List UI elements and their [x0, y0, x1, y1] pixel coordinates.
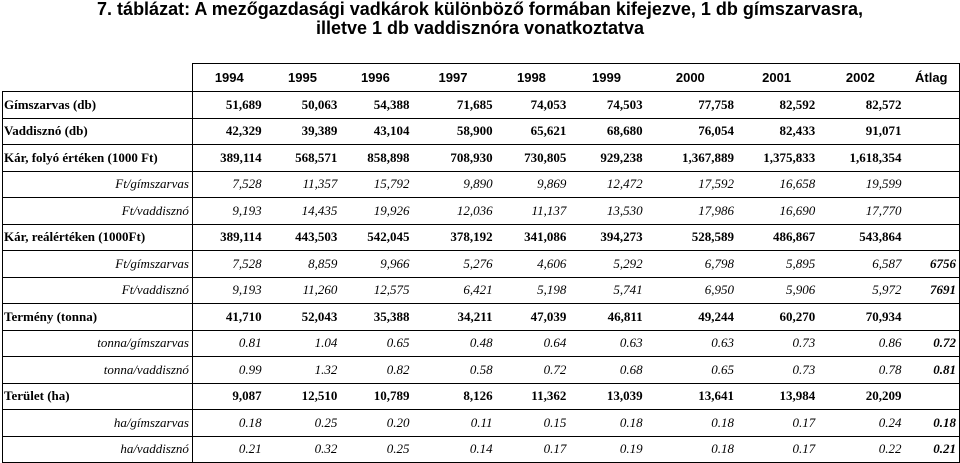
average-cell: [903, 92, 959, 119]
data-cell: 10,789: [339, 383, 411, 410]
data-cell: 0.17: [736, 436, 817, 463]
data-cell: 0.18: [568, 410, 644, 437]
data-cell: 13,039: [568, 383, 644, 410]
row-label: tonna/vaddisznó: [3, 357, 193, 384]
header-year: 2002: [817, 64, 903, 92]
title-line-1: 7. táblázat: A mezőgazdasági vadkárok különböző formában kifejezve, 1 db gímszarvasra,: [97, 0, 863, 19]
data-cell: 12,575: [339, 277, 411, 304]
data-cell: 0.65: [339, 330, 411, 357]
data-cell: 17,770: [817, 198, 903, 225]
data-cell: 41,710: [192, 304, 265, 331]
header-year: 2000: [645, 64, 736, 92]
data-cell: 15,792: [339, 171, 411, 198]
row-label: Terület (ha): [3, 383, 193, 410]
data-cell: 71,685: [411, 92, 494, 119]
average-cell: [903, 224, 959, 251]
row-label: Kár, folyó értéken (1000 Ft): [3, 145, 193, 172]
data-cell: 42,329: [192, 118, 265, 145]
header-corner: [3, 64, 193, 92]
row-label: Ft/gímszarvas: [3, 251, 193, 278]
table-row: [3, 118, 960, 145]
header-year: 1999: [568, 64, 644, 92]
data-cell: 0.24: [817, 410, 903, 437]
average-cell: 0.21: [903, 436, 959, 463]
data-cell: 708,930: [411, 145, 494, 172]
data-cell: 11,362: [495, 383, 569, 410]
row-label: tonna/gímszarvas: [3, 330, 193, 357]
data-cell: 50,063: [266, 92, 340, 119]
table-row: [3, 92, 960, 119]
data-cell: 0.63: [568, 330, 644, 357]
data-cell: 16,658: [736, 171, 817, 198]
data-cell: 5,906: [736, 277, 817, 304]
data-cell: 5,292: [568, 251, 644, 278]
average-cell: 0.81: [903, 357, 959, 384]
data-cell: 43,104: [339, 118, 411, 145]
data-cell: 929,238: [568, 145, 644, 172]
data-cell: 394,273: [568, 224, 644, 251]
data-cell: 378,192: [411, 224, 494, 251]
header-average: Átlag: [903, 64, 959, 92]
average-cell: [903, 118, 959, 145]
average-cell: [903, 145, 959, 172]
data-cell: 5,741: [568, 277, 644, 304]
data-cell: 0.17: [495, 436, 569, 463]
data-cell: 0.14: [411, 436, 494, 463]
data-cell: 0.64: [495, 330, 569, 357]
data-cell: 9,869: [495, 171, 569, 198]
table-row: [3, 304, 960, 331]
data-cell: 51,689: [192, 92, 265, 119]
data-cell: 5,198: [495, 277, 569, 304]
data-cell: 13,530: [568, 198, 644, 225]
data-cell: 70,934: [817, 304, 903, 331]
data-cell: 17,592: [645, 171, 736, 198]
data-cell: 58,900: [411, 118, 494, 145]
average-cell: [903, 383, 959, 410]
average-cell: 0.72: [903, 330, 959, 357]
data-cell: 47,039: [495, 304, 569, 331]
data-cell: 34,211: [411, 304, 494, 331]
data-cell: 9,966: [339, 251, 411, 278]
data-cell: 0.99: [192, 357, 265, 384]
data-cell: 6,421: [411, 277, 494, 304]
data-cell: 8,126: [411, 383, 494, 410]
data-cell: 12,036: [411, 198, 494, 225]
data-cell: 8,859: [266, 251, 340, 278]
row-label: Kár, reálértéken (1000Ft): [3, 224, 193, 251]
data-cell: 76,054: [645, 118, 736, 145]
data-cell: 443,503: [266, 224, 340, 251]
data-table: [2, 63, 960, 463]
table-row: [3, 251, 960, 278]
average-cell: 0.18: [903, 410, 959, 437]
data-cell: 0.22: [817, 436, 903, 463]
data-cell: 1,375,833: [736, 145, 817, 172]
title-line-2: illetve 1 db vaddisznóra vonatkoztatva: [315, 18, 645, 38]
data-cell: 82,572: [817, 92, 903, 119]
row-label: ha/gímszarvas: [3, 410, 193, 437]
data-cell: 0.15: [495, 410, 569, 437]
data-cell: 0.18: [645, 436, 736, 463]
header-year: 1994: [192, 64, 265, 92]
data-cell: 60,270: [736, 304, 817, 331]
data-cell: 4,606: [495, 251, 569, 278]
row-label: Gímszarvas (db): [3, 92, 193, 119]
data-cell: 0.18: [192, 410, 265, 437]
data-cell: 5,972: [817, 277, 903, 304]
data-cell: 730,805: [495, 145, 569, 172]
data-cell: 568,571: [266, 145, 340, 172]
data-cell: 9,193: [192, 277, 265, 304]
data-cell: 0.81: [192, 330, 265, 357]
data-cell: 77,758: [645, 92, 736, 119]
data-cell: 389,114: [192, 145, 265, 172]
data-cell: 0.25: [339, 436, 411, 463]
data-cell: 6,587: [817, 251, 903, 278]
data-cell: 39,389: [266, 118, 340, 145]
table-row: [3, 198, 960, 225]
data-cell: 5,895: [736, 251, 817, 278]
header-year: 1998: [495, 64, 569, 92]
row-label: ha/vaddisznó: [3, 436, 193, 463]
data-cell: 1,618,354: [817, 145, 903, 172]
data-cell: 0.32: [266, 436, 340, 463]
data-cell: 0.73: [736, 330, 817, 357]
data-cell: 11,357: [266, 171, 340, 198]
average-cell: 6756: [903, 251, 959, 278]
data-cell: 9,193: [192, 198, 265, 225]
data-cell: 82,592: [736, 92, 817, 119]
table-row: [3, 224, 960, 251]
data-cell: 0.68: [568, 357, 644, 384]
data-cell: 0.25: [266, 410, 340, 437]
data-cell: 9,087: [192, 383, 265, 410]
data-cell: 16,690: [736, 198, 817, 225]
table-row: [3, 277, 960, 304]
row-label: Ft/vaddisznó: [3, 277, 193, 304]
data-cell: 0.18: [645, 410, 736, 437]
data-cell: 19,599: [817, 171, 903, 198]
data-cell: 7,528: [192, 251, 265, 278]
data-cell: 0.63: [645, 330, 736, 357]
header-year: 1996: [339, 64, 411, 92]
data-cell: 1,367,889: [645, 145, 736, 172]
row-label: Ft/gímszarvas: [3, 171, 193, 198]
data-cell: 1.04: [266, 330, 340, 357]
data-cell: 19,926: [339, 198, 411, 225]
data-cell: 74,053: [495, 92, 569, 119]
data-cell: 46,811: [568, 304, 644, 331]
average-cell: 7691: [903, 277, 959, 304]
data-cell: 0.21: [192, 436, 265, 463]
table-row: [3, 145, 960, 172]
data-cell: 542,045: [339, 224, 411, 251]
data-cell: 11,137: [495, 198, 569, 225]
data-cell: 858,898: [339, 145, 411, 172]
data-cell: 13,641: [645, 383, 736, 410]
data-cell: 0.73: [736, 357, 817, 384]
row-label: Ft/vaddisznó: [3, 198, 193, 225]
row-label: Vaddisznó (db): [3, 118, 193, 145]
data-cell: 7,528: [192, 171, 265, 198]
data-cell: 0.65: [645, 357, 736, 384]
average-cell: [903, 171, 959, 198]
data-cell: 0.86: [817, 330, 903, 357]
data-cell: 49,244: [645, 304, 736, 331]
data-cell: 0.19: [568, 436, 644, 463]
header-row: [3, 64, 960, 92]
average-cell: [903, 198, 959, 225]
data-cell: 91,071: [817, 118, 903, 145]
data-cell: 528,589: [645, 224, 736, 251]
data-cell: 20,209: [817, 383, 903, 410]
data-cell: 13,984: [736, 383, 817, 410]
data-cell: 0.58: [411, 357, 494, 384]
table-row: [3, 171, 960, 198]
data-cell: 6,798: [645, 251, 736, 278]
header-year: 1995: [266, 64, 340, 92]
data-cell: 543,864: [817, 224, 903, 251]
data-cell: 0.11: [411, 410, 494, 437]
table-row: [3, 357, 960, 384]
data-cell: 0.72: [495, 357, 569, 384]
header-year: 1997: [411, 64, 494, 92]
data-cell: 54,388: [339, 92, 411, 119]
average-cell: [903, 304, 959, 331]
data-cell: 0.20: [339, 410, 411, 437]
data-cell: 6,950: [645, 277, 736, 304]
data-cell: 0.17: [736, 410, 817, 437]
table-row: [3, 410, 960, 437]
data-cell: 5,276: [411, 251, 494, 278]
data-cell: 9,890: [411, 171, 494, 198]
data-cell: 0.82: [339, 357, 411, 384]
header-year: 2001: [736, 64, 817, 92]
data-cell: 12,472: [568, 171, 644, 198]
data-cell: 12,510: [266, 383, 340, 410]
data-cell: 1.32: [266, 357, 340, 384]
data-cell: 65,621: [495, 118, 569, 145]
data-cell: 68,680: [568, 118, 644, 145]
data-cell: 74,503: [568, 92, 644, 119]
data-cell: 0.48: [411, 330, 494, 357]
table-row: [3, 330, 960, 357]
data-cell: 389,114: [192, 224, 265, 251]
data-cell: 35,388: [339, 304, 411, 331]
data-cell: 14,435: [266, 198, 340, 225]
data-cell: 17,986: [645, 198, 736, 225]
table-row: [3, 383, 960, 410]
data-cell: 341,086: [495, 224, 569, 251]
table-row: [3, 436, 960, 463]
data-cell: 82,433: [736, 118, 817, 145]
data-cell: 52,043: [266, 304, 340, 331]
row-label: Termény (tonna): [3, 304, 193, 331]
data-cell: 11,260: [266, 277, 340, 304]
data-cell: 0.78: [817, 357, 903, 384]
data-cell: 486,867: [736, 224, 817, 251]
